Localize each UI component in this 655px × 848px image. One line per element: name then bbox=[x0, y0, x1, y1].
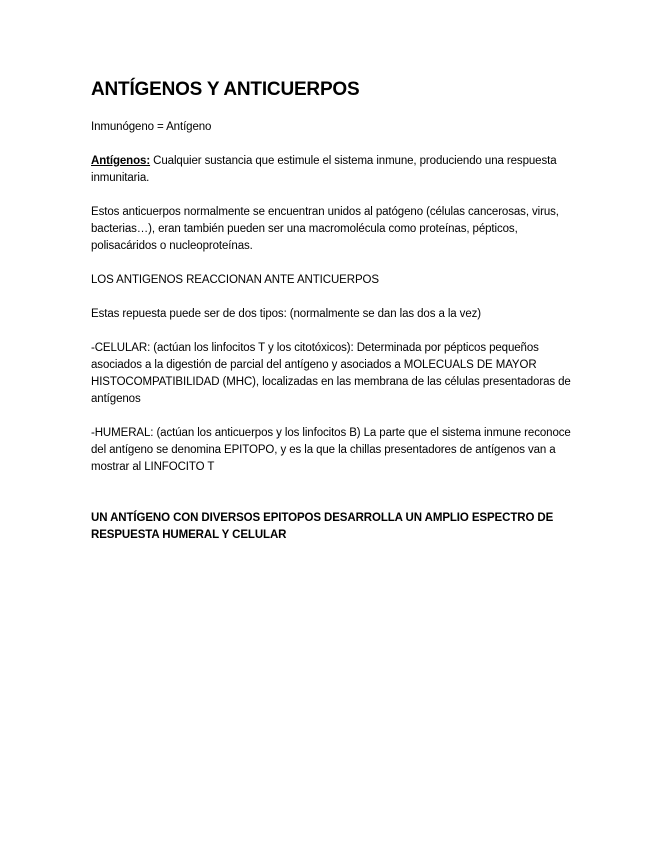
paragraph-humeral: -HUMERAL: (actúan los anticuerpos y los linfocitos B) La parte que el sistema inmune reconoce del antígeno se denomina EPITOPO, y es la que la chillas presentadores de antígenos van a mostrar al LINFOCITO T bbox=[91, 427, 571, 473]
antigenos-term: Antígenos: bbox=[91, 155, 151, 167]
antigenos-definition-text: Cualquier sustancia que estimule el sistema inmune, produciendo una respuesta inmunitaria. bbox=[91, 155, 557, 184]
paragraph-inmunogeno: Inmunógeno = Antígeno bbox=[91, 121, 212, 133]
paragraph-tipos: Estas repuesta puede ser de dos tipos: (normalmente se dan las dos a la vez) bbox=[91, 308, 482, 320]
document-body bbox=[91, 78, 571, 544]
paragraph-anticuerpos: Estos anticuerpos normalmente se encuentran unidos al patógeno (células cancerosas, virus, bacterias…), eran también pueden ser una macromolécula como proteínas, pépticos, polisacáridos o nucleoproteínas. bbox=[91, 206, 559, 252]
paragraph-antigenos-definition bbox=[91, 153, 571, 187]
document-title: ANTÍGENOS Y ANTICUERPOS bbox=[91, 79, 360, 100]
paragraph-conclusion: UN ANTÍGENO CON DIVERSOS EPITOPOS DESARROLLA UN AMPLIO ESPECTRO DE RESPUESTA HUMERAL Y CELULAR bbox=[91, 512, 554, 541]
paragraph-celular: -CELULAR: (actúan los linfocitos T y los citotóxicos): Determinada por pépticos pequeños asociados a la digestión de parcial del antígeno y asociados a MOLECUALS DE MAYOR HISTOCOMPATIBILIDAD (MHC), localizadas en las membrana de las células presentadoras de antígenos bbox=[91, 342, 571, 405]
paragraph-reaccionan: LOS ANTIGENOS REACCIONAN ANTE ANTICUERPOS bbox=[91, 274, 379, 286]
